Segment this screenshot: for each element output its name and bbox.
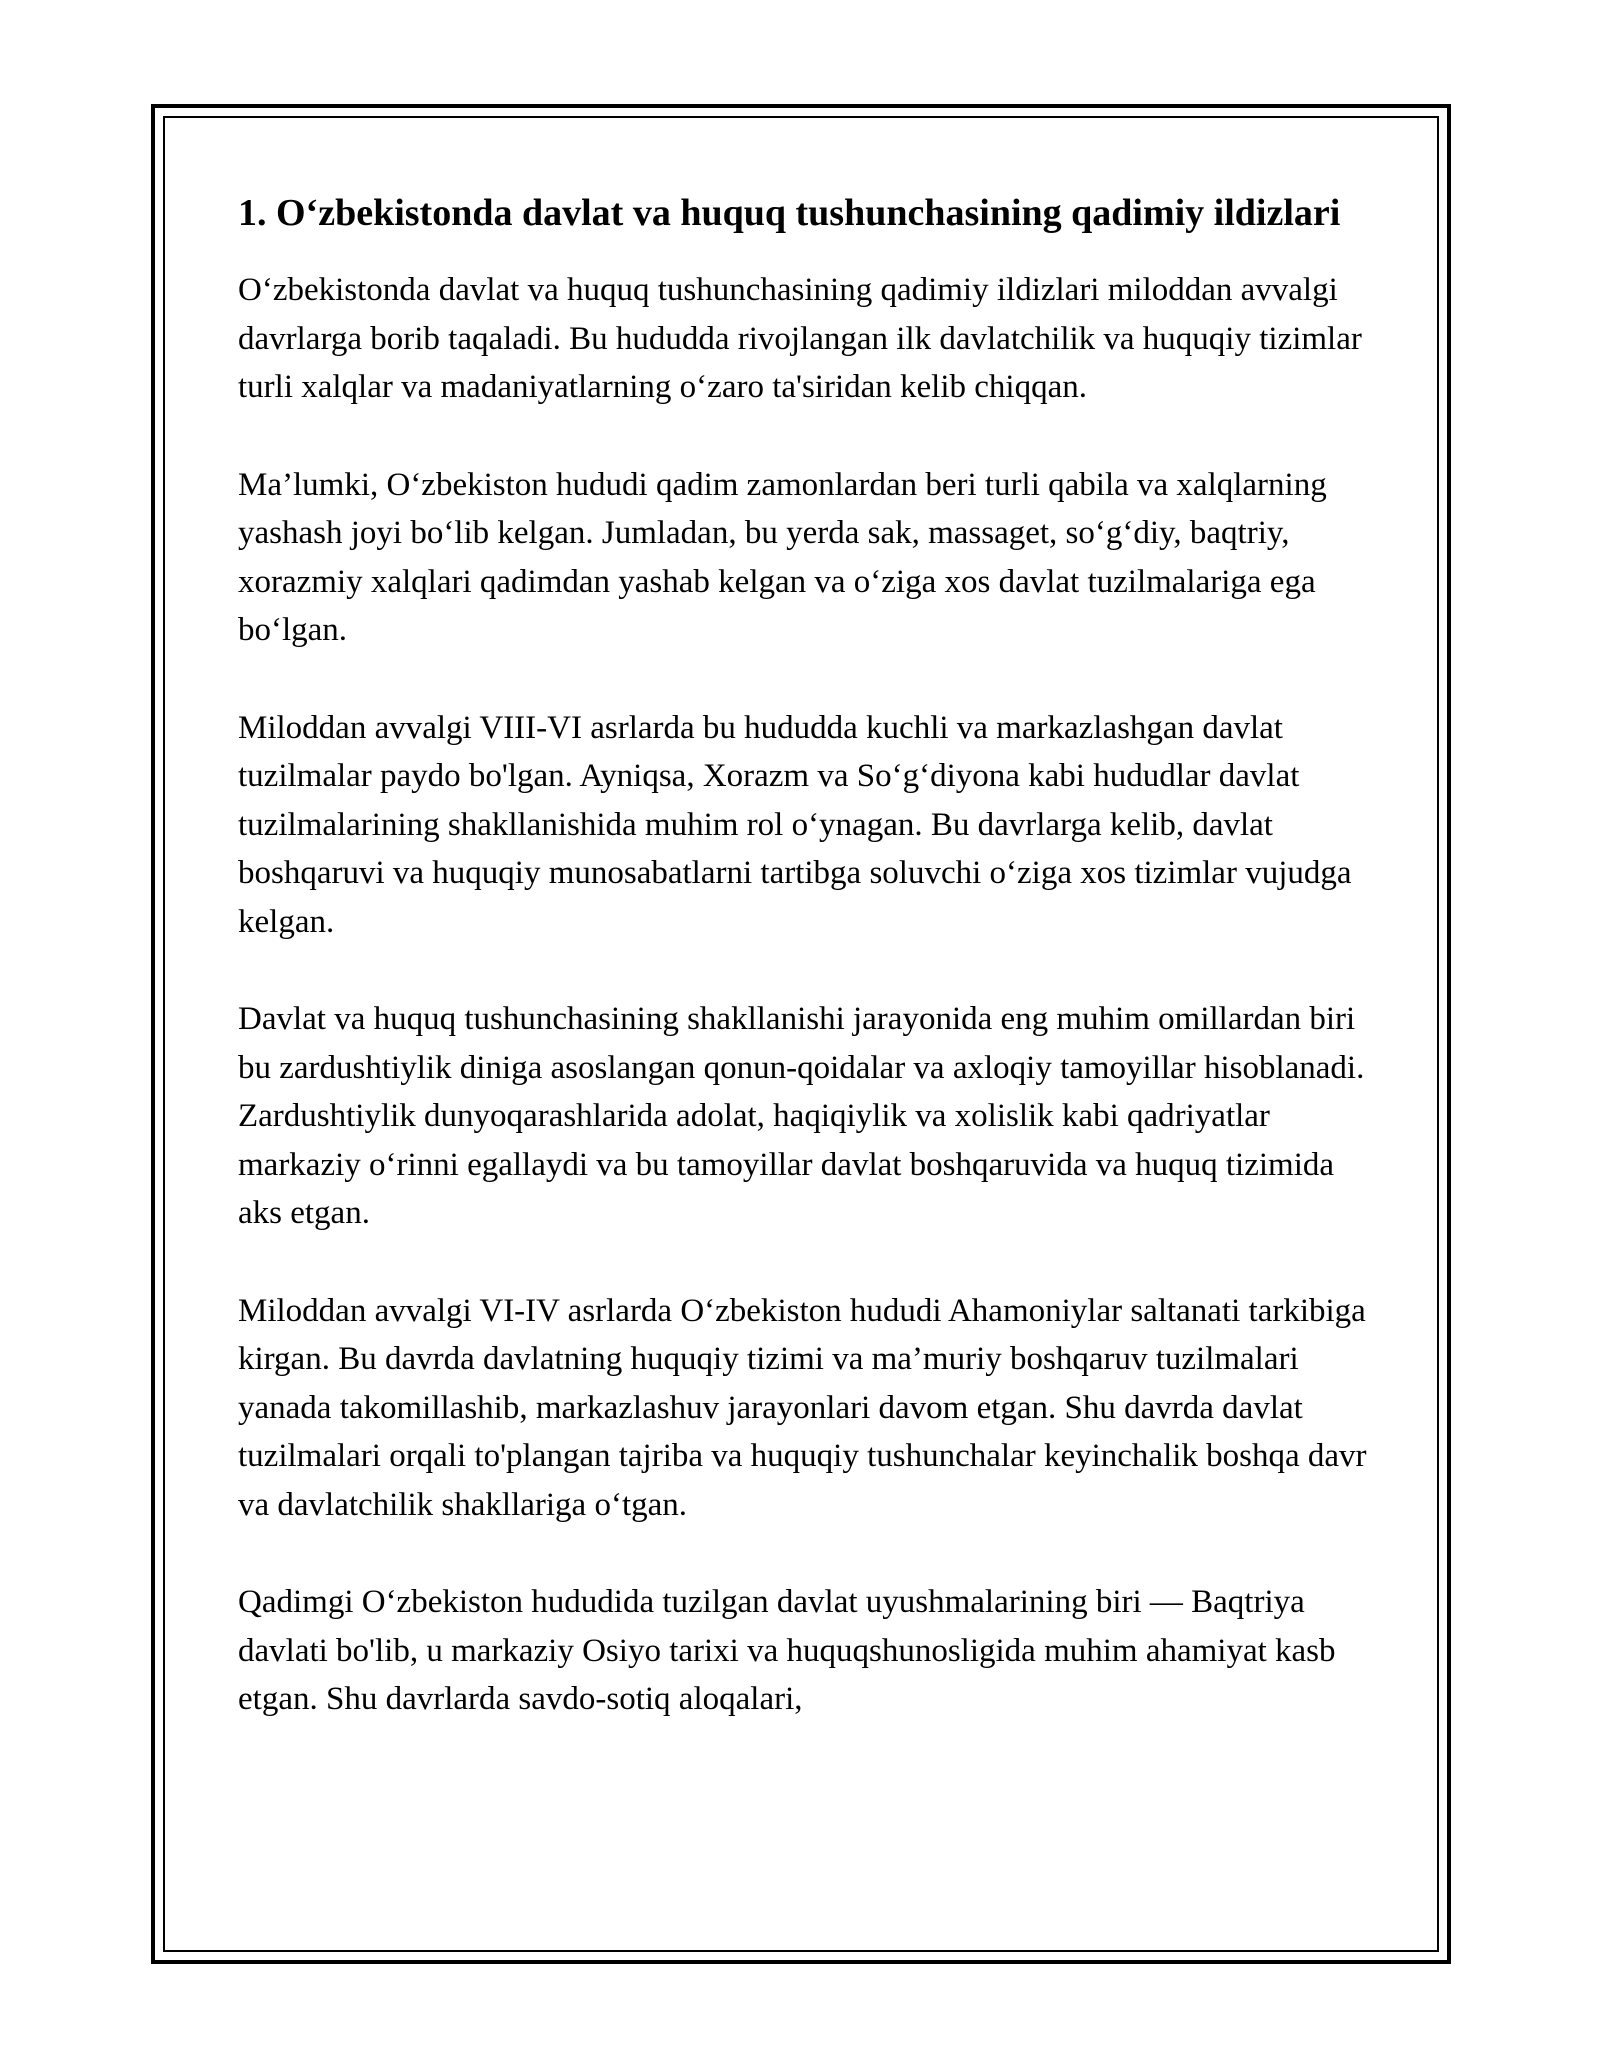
- paragraph-2: Ma’lumki, O‘zbekiston hududi qadim zamonlardan beri turli qabila va xalqlarning yashash joyi bo‘lib kelgan. Jumladan, bu yerda sak, massaget, so‘g‘diy, baqtriy, xorazmiy xalqlari qadimdan yashab kelgan va o‘ziga xos davlat tuzilmalariga ega bo‘lgan.: [238, 466, 1327, 648]
- section-heading: 1. O‘zbekistonda davlat va huquq tushunchasining qadimiy ildizlari: [238, 192, 1341, 234]
- paragraph-4: Davlat va huquq tushunchasining shakllanishi jarayonida eng muhim omillardan biri bu zardushtiylik diniga asoslangan qonun-qoidalar va axloqiy tamoyillar hisoblanadi. Zardushtiylik dunyoqarashlarida adolat, haqiqiylik va xolislik kabi qadriyatlar markaziy o‘rinni egallaydi va bu tamoyillar davlat boshqaruvida va huquq tizimida aks etgan.: [238, 1001, 1365, 1231]
- paragraph-6: Qadimgi O‘zbekiston hududida tuzilgan davlat uyushmalarining biri — Baqtriya davlati bo'lib, u markaziy Osiyo tarixi va huquqshunosligida muhim ahamiyat kasb etgan. Shu davrlarda savdo-sotiq aloqalari,: [238, 1584, 1336, 1717]
- paragraph-3: Miloddan avvalgi VIII-VI asrlarda bu hududda kuchli va markazlashgan davlat tuzilmalar paydo bo'lgan. Ayniqsa, Xorazm va So‘g‘diyona kabi hududlar davlat tuzilmalarining shakllanishida muhim rol o‘ynagan. Bu davrlarga kelib, davlat boshqaruvi va huquqiy munosabatlarni tartibga soluvchi o‘ziga xos tizimlar vujudga kelgan.: [238, 709, 1352, 940]
- document-body: [238, 186, 1368, 1724]
- paragraph-5: Miloddan avvalgi VI-IV asrlarda O‘zbekiston hududi Ahamoniylar saltanati tarkibiga kirgan. Bu davrda davlatning huquqiy tizimi va ma’muriy boshqaruv tuzilmalari yanada takomillashib, markazlashuv jarayonlari davom etgan. Shu davrda davlat tuzilmalari orqali to'plangan tajriba va huquqiy tushunchalar keyinchalik boshqa davr va davlatchilik shakllariga o‘tgan.: [238, 1292, 1367, 1523]
- paragraph-1: O‘zbekistonda davlat va huquq tushunchasining qadimiy ildizlari miloddan avvalgi davrlarga borib taqaladi. Bu hududda rivojlangan ilk davlatchilik va huquqiy tizimlar turli xalqlar va madaniyatlarning o‘zaro ta'siridan kelib chiqqan.: [238, 272, 1362, 405]
